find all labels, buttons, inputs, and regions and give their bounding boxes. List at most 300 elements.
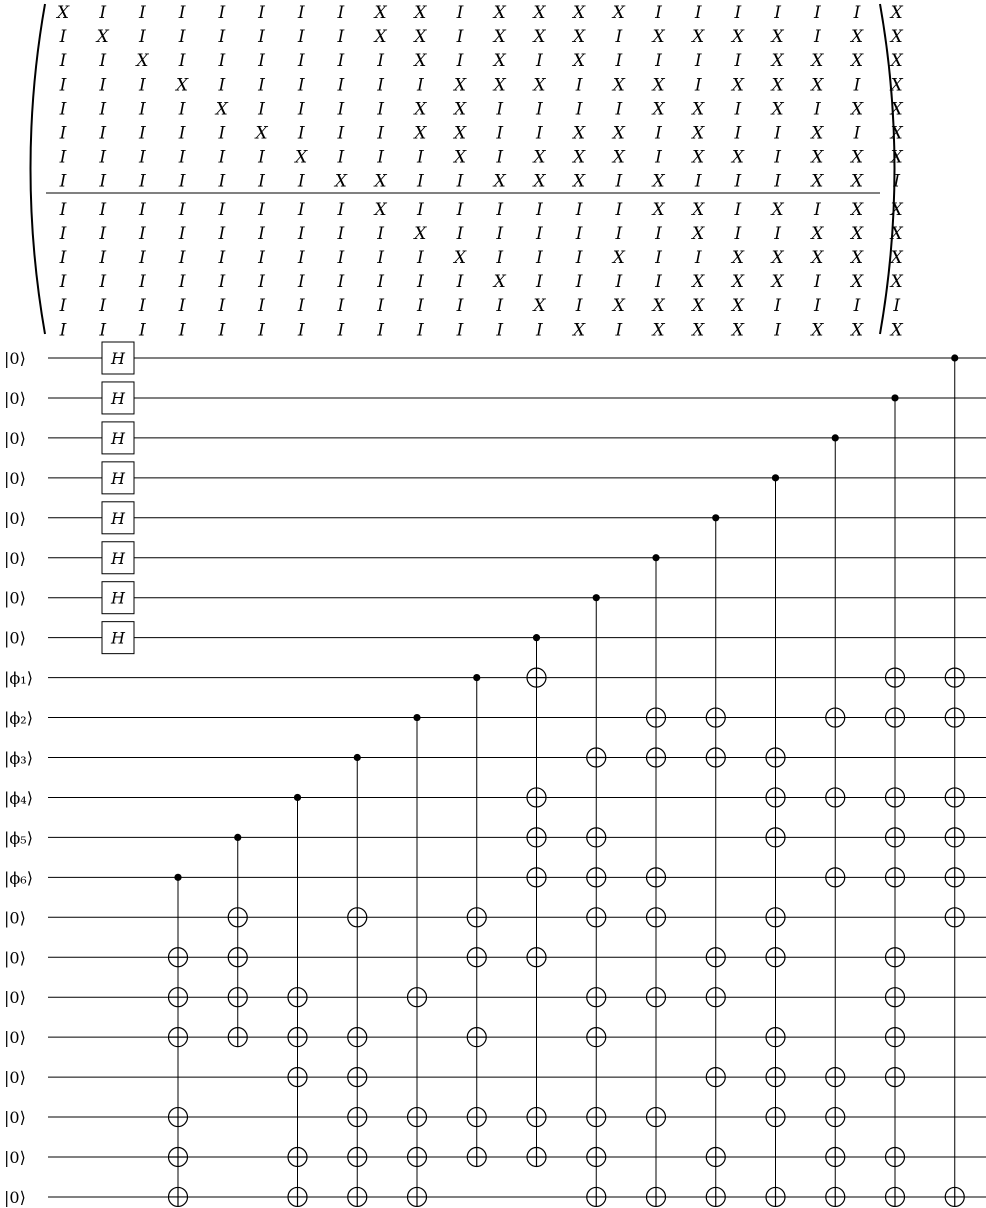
matrix-entry: X [136, 51, 149, 72]
matrix-entry: X [811, 171, 824, 192]
matrix-entry: I [337, 147, 345, 168]
matrix-entry: X [573, 147, 586, 168]
matrix-entry: X [612, 123, 625, 144]
matrix-entry: I [99, 99, 107, 120]
matrix-entry: I [297, 296, 305, 317]
matrix-entry: I [853, 296, 861, 317]
wire-label: |0⟩ [4, 1068, 26, 1088]
matrix-entry: I [853, 75, 861, 96]
matrix-entry: I [615, 99, 623, 120]
matrix-entry: I [218, 248, 226, 268]
wire-label: |0⟩ [4, 388, 26, 408]
matrix-entry: X [811, 223, 824, 244]
matrix-entry: I [575, 75, 583, 96]
matrix-entry: I [139, 3, 146, 23]
control-dot [533, 634, 540, 641]
matrix-entry: I [774, 171, 781, 192]
matrix-entry: I [337, 248, 345, 268]
matrix-entry: X [811, 123, 824, 144]
matrix-entry: I [337, 75, 345, 96]
matrix-entry: I [377, 147, 384, 168]
matrix-entry: I [178, 296, 186, 317]
matrix-entry: I [99, 51, 107, 72]
wire-label: |0⟩ [4, 1028, 26, 1048]
matrix-entry: I [813, 199, 821, 220]
matrix-entry: I [178, 27, 186, 48]
matrix-entry: I [337, 99, 345, 120]
matrix-entry: I [139, 320, 146, 341]
matrix-entry: I [734, 123, 742, 144]
matrix-entry: X [493, 171, 506, 192]
matrix-entry: I [734, 99, 742, 120]
matrix-entry: X [612, 75, 625, 96]
matrix-entry: I [139, 123, 146, 144]
matrix-entry: X [612, 248, 625, 268]
matrix-entry: I [218, 51, 226, 72]
matrix-entry: I [774, 223, 781, 244]
matrix-entry: X [890, 123, 903, 144]
matrix-entry: I [218, 320, 226, 341]
matrix-entry: I [258, 296, 265, 317]
matrix-entry: X [692, 296, 705, 317]
matrix-entry: I [218, 296, 226, 317]
matrix-entry: X [652, 75, 665, 96]
matrix-entry: I [59, 147, 67, 168]
wire-label: |0⟩ [4, 428, 26, 448]
matrix-entry: I [496, 248, 504, 268]
matrix-entry: X [850, 199, 864, 220]
matrix-entry: X [771, 27, 784, 48]
matrix-entry: X [850, 171, 864, 192]
wire-label: |0⟩ [4, 948, 26, 968]
matrix-entry: I [178, 272, 186, 293]
matrix-entry: I [59, 296, 67, 317]
matrix-entry: I [218, 199, 226, 220]
hadamard-gate-label: H [111, 349, 125, 368]
matrix-entry: I [416, 199, 424, 220]
wire-label: |0⟩ [4, 588, 26, 608]
control-dot [891, 394, 898, 401]
matrix-entry: I [377, 320, 384, 341]
matrix-entry: I [575, 296, 583, 317]
matrix-entry: I [734, 223, 742, 244]
matrix-entry: I [496, 296, 504, 317]
matrix-entry: I [734, 171, 742, 192]
matrix-entry: I [59, 27, 67, 48]
matrix-entry: X [453, 99, 467, 120]
matrix-entry: I [218, 75, 226, 96]
matrix-entry: I [536, 51, 543, 72]
matrix-entry: X [771, 272, 784, 293]
matrix-entry: X [811, 75, 824, 96]
matrix-entry: X [652, 27, 665, 48]
matrix-entry: I [258, 171, 265, 192]
matrix-entry: X [890, 248, 903, 268]
matrix-left-paren [31, 4, 46, 334]
matrix-entry: X [811, 248, 824, 268]
matrix-entry: X [890, 27, 903, 48]
matrix-entry: I [178, 320, 186, 341]
matrix-entry: I [99, 199, 107, 220]
matrix-entry: I [337, 51, 345, 72]
matrix-entry: X [295, 147, 308, 168]
matrix-entry: I [813, 99, 821, 120]
wire-label: |0⟩ [4, 908, 26, 928]
matrix-entry: I [615, 223, 623, 244]
matrix-entry: I [139, 99, 146, 120]
matrix-entry: I [615, 272, 623, 293]
hadamard-gate-label: H [111, 508, 125, 528]
matrix-entry: I [655, 272, 662, 293]
matrix-entry: I [258, 199, 265, 220]
stabilizer-matrix [31, 3, 904, 340]
matrix-entry: I [258, 147, 265, 168]
matrix-entry: X [374, 3, 387, 23]
matrix-entry: I [59, 123, 67, 144]
matrix-entry: X [811, 147, 824, 168]
matrix-entry: I [218, 3, 226, 23]
matrix-entry: X [533, 3, 546, 23]
matrix-entry: X [692, 99, 705, 120]
matrix-entry: X [890, 223, 903, 244]
matrix-entry: I [575, 199, 583, 220]
matrix-entry: X [493, 51, 506, 72]
matrix-entry: I [496, 320, 504, 341]
matrix-entry: X [493, 75, 506, 96]
control-dot [593, 594, 600, 601]
matrix-entry: X [533, 27, 546, 48]
matrix-entry: I [337, 320, 345, 341]
matrix-entry: I [59, 320, 67, 341]
matrix-entry: X [890, 272, 903, 293]
matrix-entry: I [297, 248, 305, 268]
matrix-entry: X [334, 171, 347, 192]
matrix-entry: I [218, 27, 226, 48]
matrix-entry: I [218, 147, 226, 168]
matrix-entry: I [59, 171, 67, 192]
matrix-entry: I [774, 296, 781, 317]
wire-label: |ϕ₁⟩ [4, 668, 33, 688]
matrix-entry: X [731, 296, 744, 317]
matrix-entry: X [692, 223, 705, 244]
matrix-entry: I [258, 27, 265, 48]
matrix-entry: I [655, 147, 662, 168]
matrix-entry: I [139, 296, 146, 317]
quantum-circuit [4, 342, 986, 1207]
wire-label: |0⟩ [4, 988, 26, 1008]
matrix-entry: I [377, 75, 384, 96]
matrix-entry: I [377, 296, 384, 317]
matrix-entry: I [178, 99, 186, 120]
matrix-entry: X [493, 272, 506, 293]
matrix-entry: I [218, 123, 226, 144]
matrix-entry: I [99, 3, 107, 23]
matrix-entry: I [813, 27, 821, 48]
matrix-entry: I [536, 320, 543, 341]
matrix-entry: X [771, 51, 784, 72]
matrix-entry: X [850, 27, 864, 48]
matrix-entry: I [615, 27, 623, 48]
matrix-entry: I [258, 3, 265, 23]
matrix-entry: I [258, 51, 265, 72]
matrix-entry: X [692, 199, 705, 220]
control-dot [294, 794, 301, 801]
wire-label: |ϕ₃⟩ [4, 748, 33, 768]
matrix-entry: X [612, 3, 625, 23]
matrix-entry: X [493, 27, 506, 48]
matrix-entry: X [533, 147, 546, 168]
matrix-entry: X [652, 320, 665, 341]
matrix-entry: I [416, 147, 424, 168]
matrix-entry: I [337, 27, 345, 48]
matrix-entry: I [258, 223, 265, 244]
matrix-entry: X [850, 51, 864, 72]
matrix-entry: I [337, 296, 345, 317]
matrix-entry: I [99, 171, 107, 192]
matrix-entry: X [890, 320, 903, 341]
matrix-entry: I [536, 223, 543, 244]
matrix-entry: I [694, 3, 702, 23]
matrix-entry: X [850, 272, 864, 293]
matrix-entry: I [377, 99, 384, 120]
matrix-entry: I [258, 75, 265, 96]
wire-label: |0⟩ [4, 628, 26, 648]
matrix-entry: X [652, 199, 665, 220]
matrix-entry: I [813, 296, 821, 317]
matrix-entry: X [533, 75, 546, 96]
matrix-entry: I [99, 272, 107, 293]
matrix-entry: I [99, 248, 107, 268]
matrix-entry: I [337, 223, 345, 244]
matrix-entry: I [139, 147, 146, 168]
matrix-entry: X [850, 320, 864, 341]
matrix-entry: X [731, 27, 744, 48]
matrix-entry: I [416, 75, 424, 96]
wire-label: |ϕ₄⟩ [4, 788, 33, 808]
matrix-entry: I [575, 99, 583, 120]
matrix-entry: I [59, 51, 67, 72]
matrix-entry: I [59, 199, 67, 220]
matrix-entry: X [771, 99, 784, 120]
matrix-entry: X [215, 99, 228, 120]
matrix-entry: X [612, 296, 625, 317]
matrix-entry: I [496, 223, 504, 244]
matrix-entry: X [731, 272, 744, 293]
wire-label: |ϕ₂⟩ [4, 708, 33, 728]
wire-label: |ϕ₅⟩ [4, 828, 33, 848]
matrix-entry: I [774, 147, 781, 168]
matrix-entry: I [377, 248, 384, 268]
matrix-entry: I [694, 75, 702, 96]
matrix-entry: I [297, 27, 305, 48]
matrix-entry: X [811, 320, 824, 341]
matrix-entry: X [414, 99, 427, 120]
matrix-entry: X [612, 147, 625, 168]
matrix-entry: X [692, 27, 705, 48]
wire-label: |0⟩ [4, 1148, 26, 1167]
matrix-entry: I [139, 171, 146, 192]
matrix-entry: X [890, 51, 903, 72]
matrix-entry: X [890, 3, 903, 23]
matrix-entry: I [416, 272, 424, 293]
matrix-entry: I [456, 3, 464, 23]
matrix-entry: X [890, 99, 903, 120]
matrix-entry: I [734, 199, 742, 220]
matrix-entry: I [416, 248, 424, 268]
matrix-entry: X [414, 27, 427, 48]
matrix-entry: I [178, 123, 186, 144]
matrix-entry: I [853, 123, 861, 144]
matrix-entry: I [337, 3, 345, 23]
matrix-entry: I [99, 123, 107, 144]
matrix-entry: I [615, 51, 623, 72]
control-dot [234, 834, 241, 841]
matrix-entry: I [218, 223, 226, 244]
control-dot [473, 674, 480, 681]
wire-label: |ϕ₆⟩ [4, 868, 33, 888]
matrix-entry: I [416, 320, 424, 341]
matrix-entry: I [258, 248, 265, 268]
matrix-entry: I [456, 320, 464, 341]
matrix-entry: X [573, 27, 586, 48]
matrix-entry: I [297, 223, 305, 244]
control-dot [951, 354, 958, 361]
hadamard-gate-label: H [111, 428, 125, 448]
matrix-entry: I [99, 75, 107, 96]
matrix-entry: I [694, 248, 702, 268]
hadamard-gate-label: H [111, 388, 125, 408]
matrix-entry: I [655, 248, 662, 268]
wire-label: |0⟩ [4, 548, 26, 568]
matrix-entry: I [139, 223, 146, 244]
matrix-entry: X [731, 147, 744, 168]
matrix-entry: X [731, 248, 744, 268]
matrix-entry: X [533, 296, 546, 317]
matrix-entry: I [615, 171, 623, 192]
matrix-entry: I [178, 171, 186, 192]
matrix-entry: X [176, 75, 189, 96]
matrix-entry: I [456, 199, 464, 220]
matrix-entry: X [573, 171, 586, 192]
matrix-entry: X [692, 272, 705, 293]
wire-label: |0⟩ [4, 508, 26, 528]
matrix-entry: X [453, 248, 467, 268]
matrix-entry: I [218, 272, 226, 293]
matrix-entry: X [573, 3, 586, 23]
matrix-entry: I [575, 248, 583, 268]
matrix-entry: I [297, 199, 305, 220]
control-dot [832, 434, 839, 441]
hadamard-gate-label: H [111, 628, 125, 648]
matrix-entry: I [377, 272, 384, 293]
matrix-entry: I [59, 272, 67, 293]
control-dot [712, 514, 719, 521]
matrix-entry: I [178, 248, 186, 268]
matrix-entry: X [414, 51, 427, 72]
matrix-entry: I [297, 99, 305, 120]
control-dot [772, 474, 779, 481]
matrix-entry: X [692, 320, 705, 341]
matrix-entry: I [139, 248, 146, 268]
wire-label: |0⟩ [4, 1108, 26, 1128]
matrix-entry: X [850, 99, 864, 120]
wire-label: |0⟩ [4, 349, 26, 368]
matrix-entry: I [774, 123, 781, 144]
matrix-entry: I [536, 99, 543, 120]
matrix-entry: I [297, 3, 305, 23]
matrix-entry: X [850, 248, 864, 268]
matrix-entry: I [178, 223, 186, 244]
matrix-entry: I [178, 51, 186, 72]
matrix-entry: X [652, 296, 665, 317]
matrix-entry: X [255, 123, 268, 144]
matrix-entry: I [456, 171, 464, 192]
matrix-entry: X [692, 123, 705, 144]
matrix-entry: I [297, 320, 305, 341]
matrix-entry: I [59, 223, 67, 244]
matrix-entry: I [496, 123, 504, 144]
matrix-entry: I [655, 51, 662, 72]
matrix-entry: I [536, 248, 543, 268]
matrix-entry: I [496, 147, 504, 168]
matrix-entry: I [655, 223, 662, 244]
matrix-entry: I [893, 296, 901, 317]
matrix-entry: I [694, 171, 702, 192]
matrix-entry: X [453, 147, 467, 168]
control-dot [354, 754, 361, 761]
matrix-entry: I [456, 27, 464, 48]
matrix-entry: X [771, 248, 784, 268]
matrix-entry: X [374, 27, 387, 48]
matrix-entry: X [652, 171, 665, 192]
matrix-entry: I [813, 3, 821, 23]
matrix-entry: X [731, 320, 744, 341]
wire-label: |0⟩ [4, 468, 26, 488]
matrix-entry: I [337, 272, 345, 293]
matrix-entry: I [774, 3, 781, 23]
matrix-entry: X [533, 171, 546, 192]
matrix-entry: X [850, 147, 864, 168]
matrix-entry: I [496, 99, 504, 120]
matrix-entry: I [139, 75, 146, 96]
matrix-entry: I [99, 320, 107, 341]
matrix-entry: X [96, 27, 109, 48]
matrix-entry: I [297, 51, 305, 72]
matrix-entry: I [297, 171, 305, 192]
matrix-entry: I [416, 171, 424, 192]
control-dot [652, 554, 659, 561]
matrix-entry: I [258, 99, 265, 120]
matrix-entry: I [297, 272, 305, 293]
matrix-entry: X [414, 123, 427, 144]
matrix-entry: I [139, 199, 146, 220]
matrix-entry: X [453, 123, 467, 144]
matrix-entry: X [573, 51, 586, 72]
matrix-entry: I [694, 51, 702, 72]
matrix-entry: X [890, 199, 903, 220]
matrix-entry: I [655, 123, 662, 144]
matrix-entry: I [337, 123, 345, 144]
matrix-entry: I [218, 171, 226, 192]
matrix-entry: X [453, 75, 467, 96]
matrix-entry: I [139, 27, 146, 48]
matrix-entry: X [771, 75, 784, 96]
matrix-entry: I [59, 75, 67, 96]
matrix-entry: X [811, 51, 824, 72]
matrix-entry: X [374, 171, 387, 192]
matrix-entry: X [414, 223, 427, 244]
matrix-entry: X [652, 99, 665, 120]
